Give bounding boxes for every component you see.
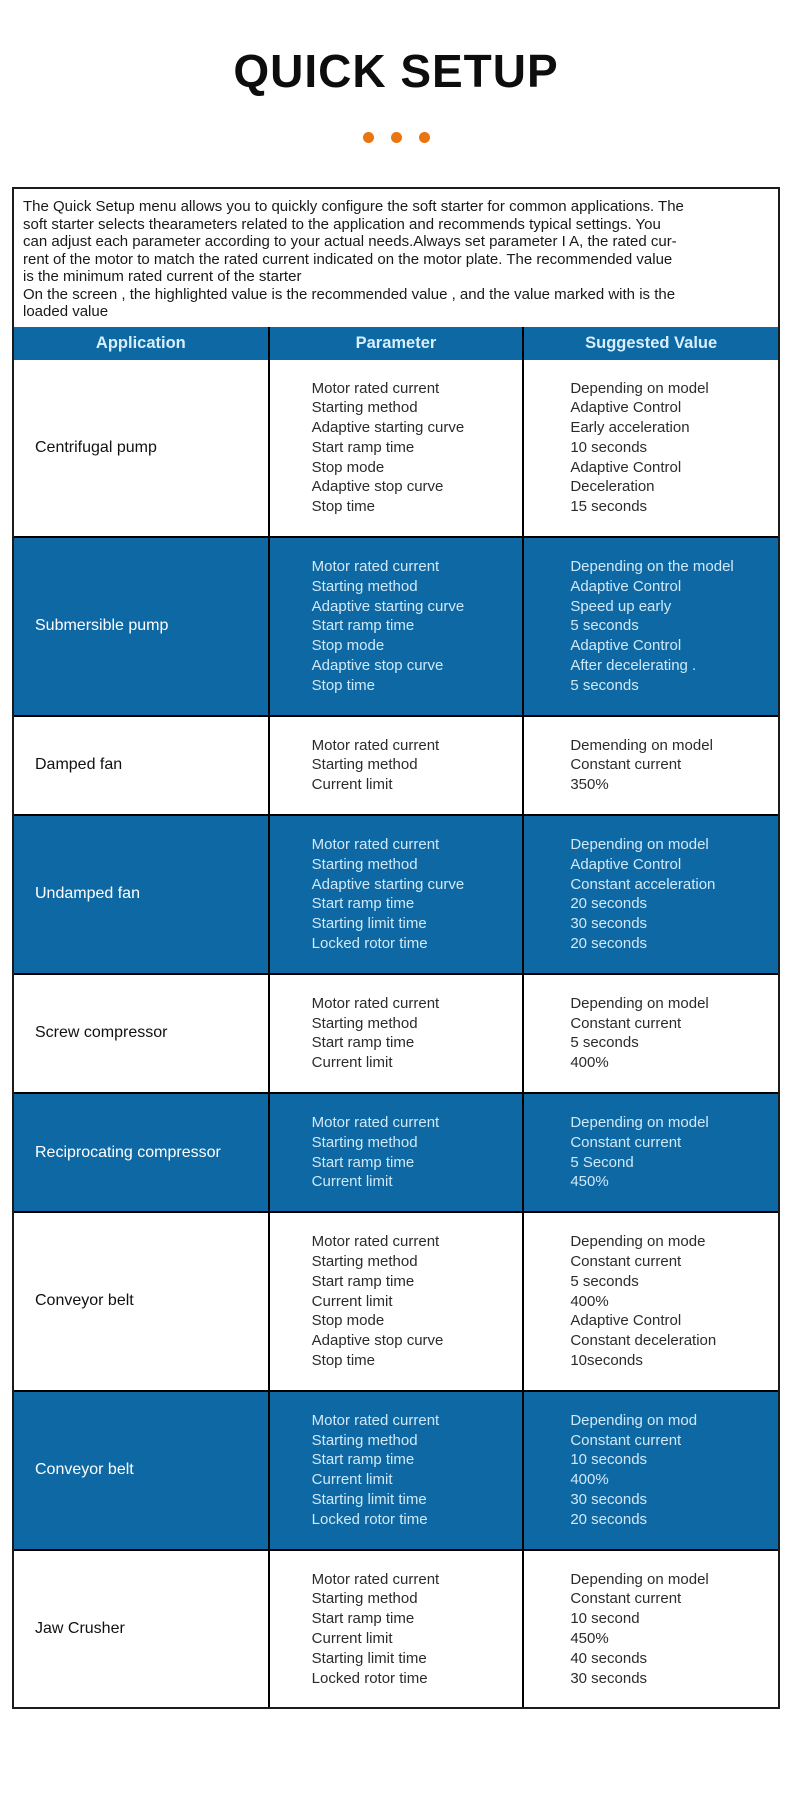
application-cell [14, 537, 269, 716]
application-label: Undamped fan [35, 885, 140, 903]
value-line: Depending on mod [570, 1411, 698, 1429]
parameter-line: Stop time [311, 498, 376, 516]
application-cell [14, 1391, 269, 1550]
parameter-cell [269, 537, 524, 716]
value-cell [523, 1093, 778, 1212]
value-line: Depending on model [570, 994, 709, 1012]
intro-line: can adjust each parameter according to your actual needs.Always set parameter I A, the rated cur- [23, 233, 677, 250]
application-cell [14, 815, 269, 974]
value-line: 10 seconds [570, 1451, 648, 1469]
application-label: Jaw Crusher [35, 1619, 125, 1637]
value-line: 5 Second [570, 1153, 634, 1171]
parameter-line: Locked rotor time [311, 935, 428, 953]
value-line: 20 seconds [570, 895, 648, 913]
parameter-line: Current limit [311, 1471, 393, 1489]
value-cell [523, 974, 778, 1093]
parameter-line: Starting limit time [311, 915, 427, 933]
parameter-cell [269, 1391, 524, 1550]
parameter-line: Starting method [311, 756, 418, 774]
application-label: Conveyor belt [35, 1461, 134, 1479]
parameter-cell [269, 360, 524, 538]
value-line: Constant current [570, 1014, 682, 1032]
value-line: Adaptive Control [570, 458, 682, 476]
value-cell [523, 1391, 778, 1550]
parameter-line: Starting method [311, 1253, 418, 1270]
parameter-line: Current limit [311, 1173, 393, 1191]
quick-setup-table [14, 327, 778, 1708]
value-cell [523, 815, 778, 974]
value-line: 400% [570, 1471, 609, 1489]
value-line: Constant current [570, 1253, 682, 1270]
parameter-cell [269, 815, 524, 974]
header-suggested-value: Suggested Value [523, 327, 778, 360]
parameter-line: Start ramp time [311, 1451, 415, 1469]
parameter-line: Motor rated current [311, 1570, 440, 1588]
value-line: Depending on model [570, 379, 709, 397]
application-label: Reciprocating compressor [35, 1143, 221, 1161]
parameter-line: Adaptive stop curve [311, 1332, 444, 1350]
parameter-line: Motor rated current [311, 836, 440, 854]
parameter-line: Adaptive starting curve [311, 597, 465, 615]
table-row [14, 1391, 778, 1550]
table-row [14, 1550, 778, 1708]
value-line: Depending on the model [570, 558, 734, 576]
application-cell [14, 974, 269, 1093]
value-cell [523, 360, 778, 538]
parameter-cell [269, 716, 524, 815]
value-line: 450% [570, 1629, 609, 1647]
parameter-line: Stop time [311, 676, 376, 694]
intro-line: The Quick Setup menu allows you to quickly configure the soft starter for common applications. The [23, 198, 684, 215]
application-label: Centrifugal pump [35, 438, 157, 456]
parameter-line: Starting method [311, 399, 418, 417]
parameter-line: Current limit [311, 776, 393, 794]
parameter-line: Motor rated current [311, 1114, 440, 1132]
table-header [14, 327, 778, 360]
parameter-line: Starting limit time [311, 1490, 427, 1508]
value-line: 5 seconds [570, 676, 639, 694]
application-cell [14, 1212, 269, 1391]
value-line: 20 seconds [570, 1510, 648, 1528]
intro-line: is the minimum rated current of the starter [23, 268, 302, 285]
parameter-line: Motor rated current [311, 558, 440, 576]
value-line: 400% [570, 1292, 609, 1310]
value-line: Adaptive Control [570, 577, 682, 595]
value-cell [523, 537, 778, 716]
value-line: 30 seconds [570, 1490, 648, 1508]
parameter-line: Start ramp time [311, 1153, 415, 1171]
parameter-line: Current limit [311, 1292, 393, 1310]
table-row [14, 1093, 778, 1212]
value-line: Deceleration [570, 478, 655, 496]
value-line: Depending on model [570, 836, 709, 854]
intro-line: On the screen , the highlighted value is the recommended value , and the value marked with is the [23, 285, 676, 303]
value-line: Constant current [570, 1133, 682, 1151]
application-cell [14, 360, 269, 538]
decorative-dots [0, 132, 792, 143]
parameter-line: Start ramp time [311, 1272, 415, 1290]
parameter-line: Starting method [311, 1133, 418, 1151]
table-row [14, 360, 778, 538]
parameter-cell [269, 974, 524, 1093]
table-row [14, 974, 778, 1093]
content-box [12, 187, 780, 1709]
parameter-line: Stop mode [311, 1312, 385, 1330]
parameter-line: Current limit [311, 1629, 393, 1647]
header-parameter: Parameter [269, 327, 524, 360]
parameter-line: Stop mode [311, 637, 385, 655]
parameter-line: Adaptive starting curve [311, 875, 465, 893]
application-label: Conveyor belt [35, 1292, 134, 1310]
table-row [14, 537, 778, 716]
value-line: 30 seconds [570, 915, 648, 933]
parameter-line: Motor rated current [311, 736, 440, 754]
value-cell [523, 716, 778, 815]
value-line: 10seconds [570, 1351, 643, 1369]
value-line: Depending on mode [570, 1233, 706, 1251]
intro-line: rent of the motor to match the rated current indicated on the motor plate. The recommended value [23, 250, 673, 268]
value-line: 5 seconds [570, 1272, 639, 1290]
parameter-line: Locked rotor time [311, 1510, 428, 1528]
parameter-line: Start ramp time [311, 1034, 415, 1052]
intro-paragraph [14, 189, 778, 327]
intro-line: loaded value [23, 303, 109, 320]
value-line: After decelerating . [570, 657, 697, 675]
value-cell [523, 1212, 778, 1391]
value-line: Constant deceleration [570, 1332, 717, 1350]
value-line: 20 seconds [570, 935, 648, 953]
value-line: Adaptive Control [570, 637, 682, 655]
value-line: 15 seconds [570, 498, 648, 516]
parameter-line: Motor rated current [311, 1233, 440, 1251]
value-line: Adaptive Control [570, 855, 682, 873]
parameter-line: Start ramp time [311, 617, 415, 635]
parameter-cell [269, 1093, 524, 1212]
parameter-line: Stop time [311, 1351, 376, 1369]
value-cell [523, 1550, 778, 1708]
parameter-line: Adaptive stop curve [311, 478, 444, 496]
parameter-line: Starting method [311, 1431, 418, 1449]
value-line: 40 seconds [570, 1649, 648, 1667]
value-line: 5 seconds [570, 1034, 639, 1052]
application-label: Damped fan [35, 756, 123, 774]
value-line: Constant current [570, 756, 682, 774]
value-line: 30 seconds [570, 1669, 648, 1687]
application-cell [14, 1550, 269, 1708]
table-row [14, 1212, 778, 1391]
parameter-line: Locked rotor time [311, 1669, 428, 1687]
parameter-cell [269, 1550, 524, 1708]
application-cell [14, 716, 269, 815]
value-line: Early acceleration [570, 419, 690, 437]
parameter-line: Motor rated current [311, 1411, 440, 1429]
parameter-cell [269, 1212, 524, 1391]
table-row [14, 716, 778, 815]
header-application: Application [14, 327, 269, 360]
value-line: Adaptive Control [570, 1312, 682, 1330]
parameter-line: Current limit [311, 1054, 393, 1072]
parameter-line: Adaptive starting curve [311, 419, 465, 437]
parameter-line: Start ramp time [311, 895, 415, 913]
parameter-line: Motor rated current [311, 994, 440, 1012]
value-line: Speed up early [570, 597, 672, 615]
parameter-line: Starting method [311, 1590, 418, 1608]
table-row [14, 815, 778, 974]
value-line: Constant current [570, 1590, 682, 1608]
value-line: Demending on model [570, 736, 713, 754]
parameter-line: Adaptive stop curve [311, 657, 444, 675]
value-line: Constant current [570, 1431, 682, 1449]
value-line: 5 seconds [570, 617, 639, 635]
intro-line: soft starter selects thearameters related to the application and recommends typical settings. You [23, 215, 661, 233]
page-title: QUICK SETUP [233, 45, 559, 97]
dot-icon [363, 132, 374, 143]
value-line: Adaptive Control [570, 399, 682, 417]
value-line: 400% [570, 1054, 609, 1072]
dot-icon [419, 132, 430, 143]
parameter-line: Starting method [311, 1014, 418, 1032]
parameter-line: Start ramp time [311, 1610, 415, 1628]
value-line: Depending on model [570, 1570, 709, 1588]
application-cell [14, 1093, 269, 1212]
parameter-line: Motor rated current [311, 379, 440, 397]
parameter-line: Stop mode [311, 458, 385, 476]
value-line: 10 seconds [570, 438, 648, 456]
application-label: Screw compressor [35, 1024, 168, 1042]
parameter-line: Starting limit time [311, 1649, 427, 1667]
application-label: Submersible pump [35, 617, 169, 635]
dot-icon [391, 132, 402, 143]
value-line: 10 second [570, 1610, 640, 1628]
value-line: 450% [570, 1173, 609, 1191]
parameter-line: Starting method [311, 855, 418, 873]
parameter-line: Starting method [311, 577, 418, 595]
parameter-line: Start ramp time [311, 438, 415, 456]
value-line: Depending on model [570, 1114, 709, 1132]
value-line: Constant acceleration [570, 875, 716, 893]
value-line: 350% [570, 776, 609, 794]
